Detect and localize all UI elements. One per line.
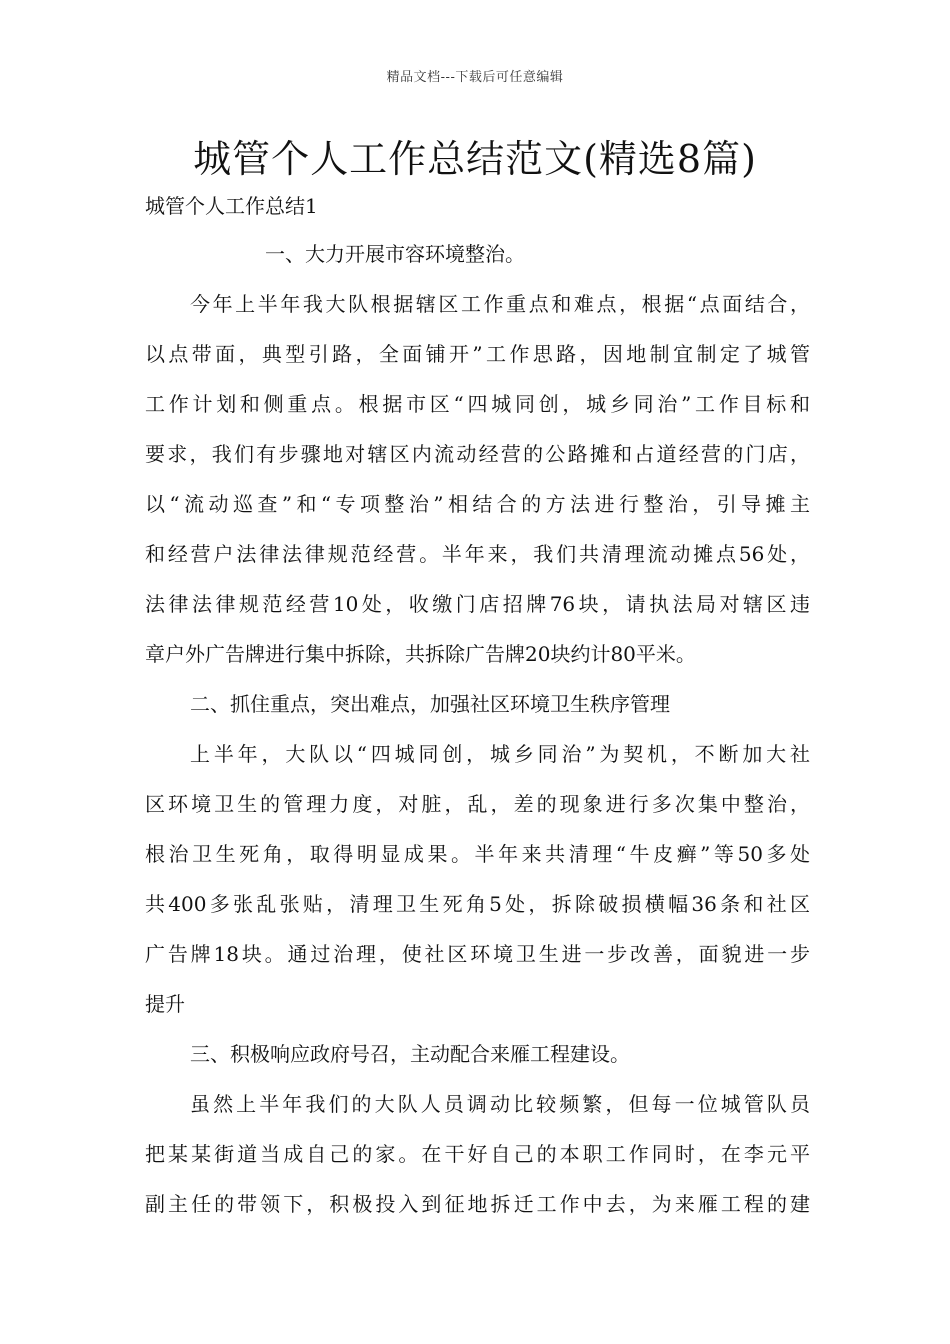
paragraph-line: 根治卫生死角，取得明显成果。半年来共清理“牛皮癣”等50多处: [145, 842, 810, 866]
section-title: 城管个人工作总结1: [145, 194, 318, 218]
header-note: 精品文档---下载后可任意编辑: [386, 70, 564, 85]
paragraph-line: 区环境卫生的管理力度，对脏，乱，差的现象进行多次集中整治，: [145, 792, 810, 816]
paragraph-line: 以“流动巡查”和“专项整治”相结合的方法进行整治，引导摊主: [145, 492, 810, 516]
paragraph-line: 提升: [145, 992, 185, 1016]
heading-1: 一、大力开展市容环境整治。: [265, 242, 525, 266]
paragraph-line: 要求，我们有步骤地对辖区内流动经营的公路摊和占道经营的门店，: [145, 442, 810, 466]
paragraph-line: 副主任的带领下，积极投入到征地拆迁工作中去，为来雁工程的建: [145, 1192, 810, 1216]
paragraph-line: 以点带面，典型引路，全面铺开”工作思路，因地制宜制定了城管: [145, 342, 810, 366]
paragraph-line: 虽然上半年我们的大队人员调动比较频繁，但每一位城管队员: [190, 1092, 810, 1116]
paragraph-line: 广告牌18块。通过治理，使社区环境卫生进一步改善，面貌进一步: [145, 942, 810, 966]
paragraph-line: 上半年，大队以“四城同创，城乡同治”为契机，不断加大社: [190, 742, 810, 766]
heading-3: 三、积极响应政府号召，主动配合来雁工程建设。: [190, 1042, 630, 1066]
paragraph-line: 今年上半年我大队根据辖区工作重点和难点，根据“点面结合，: [190, 292, 810, 316]
document-title: 城管个人工作总结范文(精选8篇): [193, 137, 757, 181]
paragraph-line: 把某某街道当成自己的家。在干好自己的本职工作同时，在李元平: [145, 1142, 810, 1166]
paragraph-line: 法律法律规范经营10处，收缴门店招牌76块，请执法局对辖区违: [145, 592, 810, 616]
paragraph-line: 章户外广告牌进行集中拆除，共拆除广告牌20块约计80平米。: [145, 642, 696, 666]
paragraph-line: 工作计划和侧重点。根据市区“四城同创，城乡同治”工作目标和: [145, 392, 810, 416]
paragraph-line: 和经营户法律法律规范经营。半年来，我们共清理流动摊点56处，: [145, 542, 810, 566]
paragraph-line: 共400多张乱张贴，清理卫生死角5处，拆除破损横幅36条和社区: [145, 892, 810, 916]
heading-2: 二、抓住重点，突出难点，加强社区环境卫生秩序管理: [190, 692, 670, 716]
